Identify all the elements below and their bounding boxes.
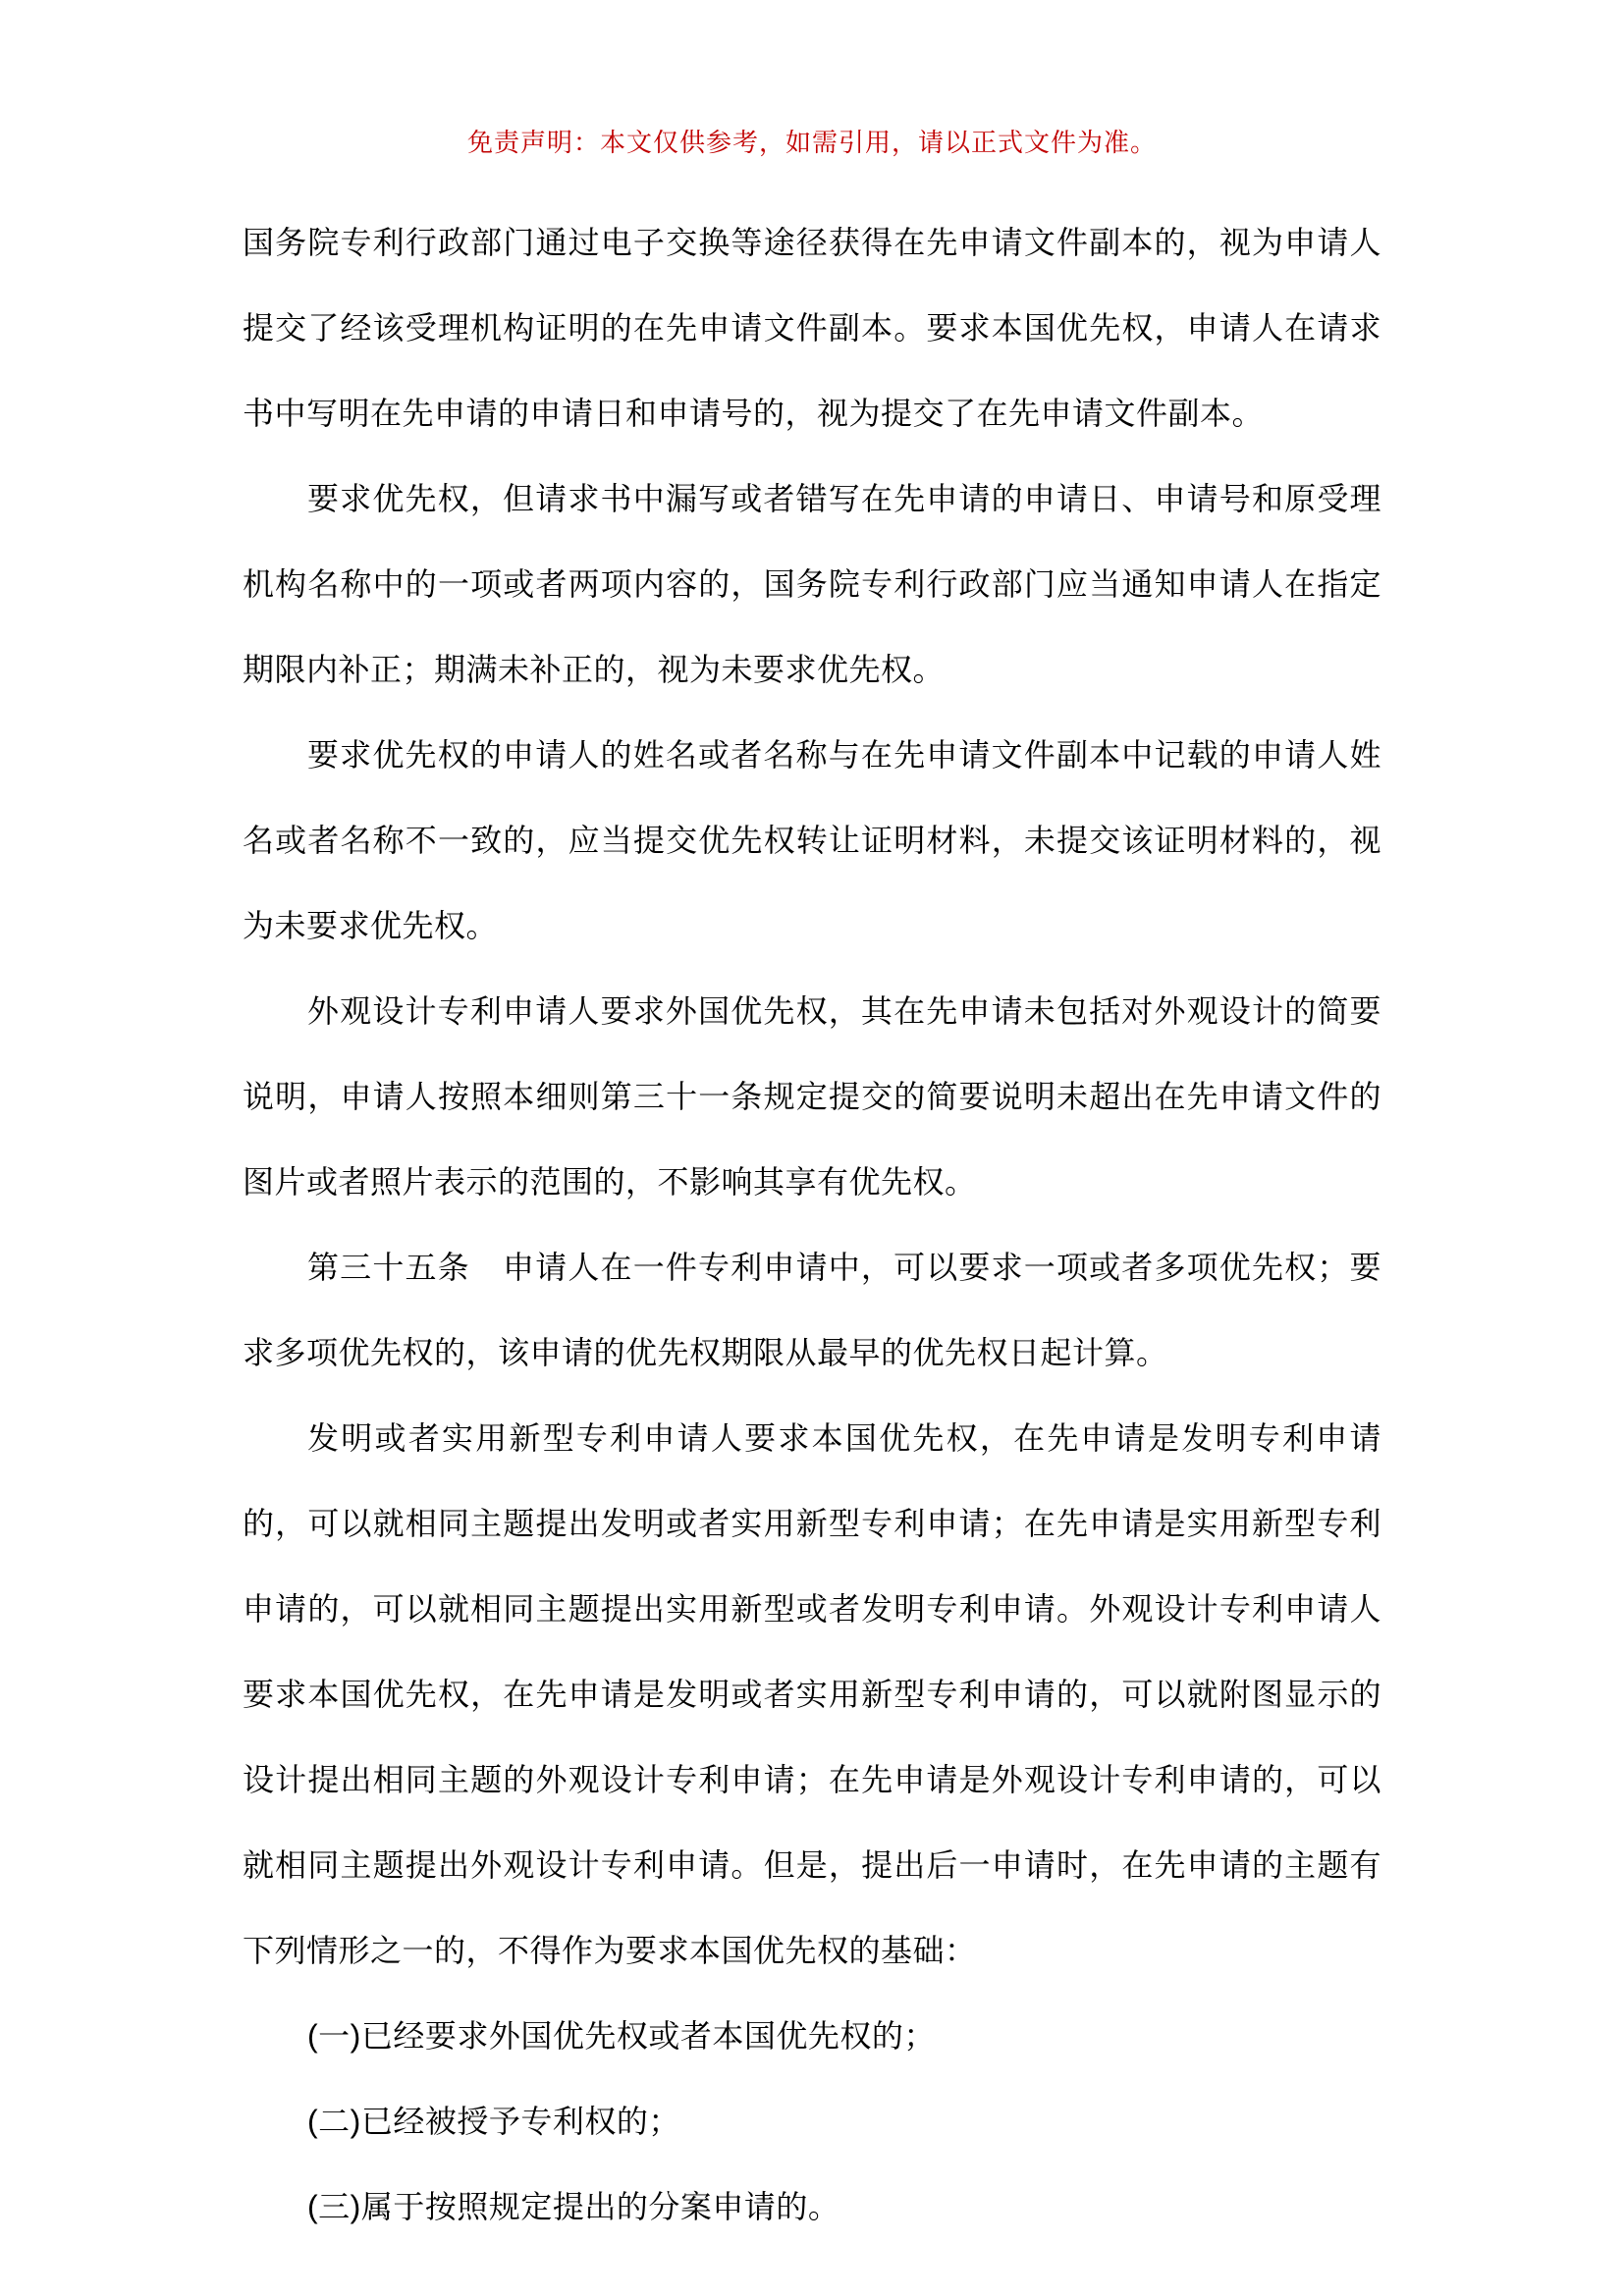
disclaimer-text: 免责声明：本文仅供参考，如需引用，请以正式文件为准。 xyxy=(466,128,1157,157)
document-body xyxy=(243,200,1381,2250)
paragraph: 外观设计专利申请人要求外国优先权，其在先申请未包括对外观设计的简要说明，申请人按照本细则第三十一条规定提交的简要说明未超出在先申请文件的图片或者照片表示的范围的，不影响其享有优先权。 xyxy=(243,993,1381,1200)
paragraph-article-35: 第三十五条 申请人在一件专利申请中，可以要求一项或者多项优先权；要求多项优先权的，该申请的优先权期限从最早的优先权日起计算。 xyxy=(243,1250,1381,1370)
paragraph: 发明或者实用新型专利申请人要求本国优先权，在先申请是发明专利申请的，可以就相同主题提出发明或者实用新型专利申请；在先申请是实用新型专利申请的，可以就相同主题提出实用新型或者发明专利申请。外观设计专利申请人要求本国优先权，在先申请是发明或者实用新型专利申请的，可以就附图显示的设计提出相同主题的外观设计专利申请；在先申请是外观设计专利申请的，可以就相同主题提出外观设计专利申请。但是，提出后一申请时，在先申请的主题有下列情形之一的，不得作为要求本国优先权的基础： xyxy=(243,1420,1381,1968)
paragraph: 要求优先权的申请人的姓名或者名称与在先申请文件副本中记载的申请人姓名或者名称不一致的，应当提交优先权转让证明材料，未提交该证明材料的，视为未要求优先权。 xyxy=(243,737,1381,943)
list-item-1: (一)已经要求外国优先权或者本国优先权的； xyxy=(307,2018,936,2054)
paragraph: 要求优先权，但请求书中漏写或者错写在先申请的申请日、申请号和原受理机构名称中的一项或者两项内容的，国务院专利行政部门应当通知申请人在指定期限内补正；期满未补正的，视为未要求优先权。 xyxy=(243,481,1381,687)
list-item-3: (三)属于按照规定提出的分案申请的。 xyxy=(307,2189,840,2224)
list-item-2: (二)已经被授予专利权的； xyxy=(307,2104,680,2139)
paragraph-continuation: 国务院专利行政部门通过电子交换等途径获得在先申请文件副本的，视为申请人提交了经该受理机构证明的在先申请文件副本。要求本国优先权，申请人在请求书中写明在先申请的申请日和申请号的，视为提交了在先申请文件副本。 xyxy=(243,225,1381,431)
